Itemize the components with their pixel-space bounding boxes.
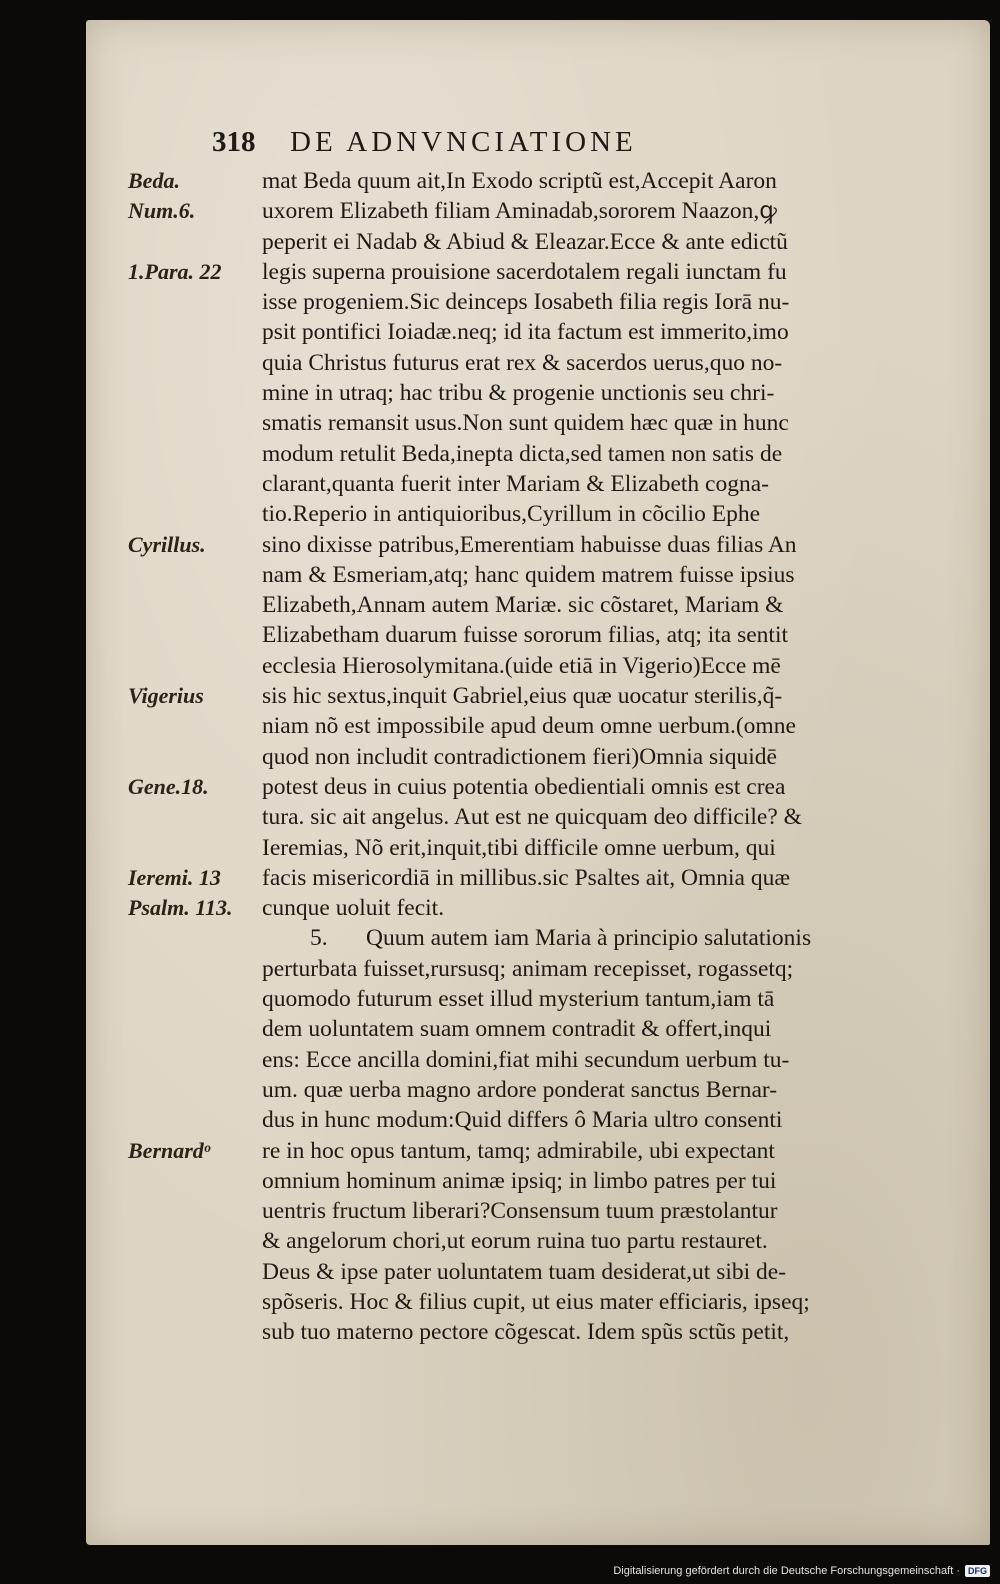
text-line xyxy=(262,1075,962,1105)
line-text: mat Beda quum ait,In Exodo scriptũ est,Accepit Aaron xyxy=(262,168,777,194)
page-header xyxy=(212,126,792,166)
line-text: facis misericordiā in millibus.sic Psaltes ait, Omnia quæ xyxy=(262,864,791,891)
line-text: uxorem Elizabeth filiam Aminadab,sororem Naazon,ꝙ xyxy=(262,198,777,225)
text-line xyxy=(262,954,962,984)
text-line xyxy=(262,1045,962,1075)
digitization-credit xyxy=(613,1560,990,1582)
text-line xyxy=(262,833,962,863)
text-line xyxy=(262,984,962,1014)
paragraph-number: 5. xyxy=(310,925,328,952)
line-text: mine in utraq; hac tribu & progenie unctionis seu chri- xyxy=(262,380,775,407)
text-line xyxy=(262,166,962,196)
line-text: clarant,quanta fuerit inter Mariam & Elizabeth cogna- xyxy=(262,470,769,497)
text-line xyxy=(262,1226,962,1256)
text-line xyxy=(262,408,962,438)
text-line xyxy=(262,1317,962,1347)
line-text: sino dixisse patribus,Emerentiam habuisse duas filias An xyxy=(262,531,797,558)
text-line xyxy=(262,802,962,832)
text-line xyxy=(262,287,962,317)
text-line xyxy=(262,1257,962,1287)
margin-note: Ieremi. 13 xyxy=(128,864,221,890)
line-text: uentris fructum liberari?Consensum tuum præstolantur xyxy=(262,1198,778,1225)
text-line xyxy=(262,681,962,711)
text-line xyxy=(262,590,962,620)
line-text: legis superna prouisione sacerdotalem regali iunctam fu xyxy=(262,258,787,285)
text-line xyxy=(262,1196,962,1226)
text-line xyxy=(262,317,962,347)
line-text: niam nõ est impossibile apud deum omne uerbum.(omne xyxy=(262,713,796,740)
margin-note: Gene.18. xyxy=(128,774,209,799)
line-text: sub tuo materno pectore cõgescat. Idem spũs sctũs petit, xyxy=(262,1319,790,1346)
line-text: tio.Reperio in antiquioribus,Cyrillum in cõcilio Ephe xyxy=(262,501,760,528)
line-text: spõseris. Hoc & filius cupit, ut eius mater efficiaris, ipseq; xyxy=(262,1288,810,1315)
text-line xyxy=(262,560,962,590)
line-text: sis hic sextus,inquit Gabriel,eius quæ uocatur sterilis,q̃- xyxy=(262,683,783,710)
text-line xyxy=(262,378,962,408)
text-line xyxy=(262,1166,962,1196)
text-line xyxy=(262,711,962,741)
margin-note: Bernardᵒ xyxy=(128,1137,211,1163)
line-text: peperit ei Nadab & Abiud & Eleazar.Ecce & ante edictũ xyxy=(262,228,788,255)
text-line xyxy=(262,1105,962,1135)
line-text: ens: Ecce ancilla domini,fiat mihi secundum uerbum tu- xyxy=(262,1046,790,1073)
text-line xyxy=(262,772,962,802)
text-line xyxy=(262,923,962,953)
text-line xyxy=(262,863,962,893)
page-number: 318 xyxy=(212,126,256,158)
text-line xyxy=(262,893,962,923)
line-text: dus in hunc modum:Quid differs ô Maria ultro consenti xyxy=(262,1107,783,1134)
text-line xyxy=(262,742,962,772)
text-line xyxy=(262,499,962,529)
dfg-logo: DFG xyxy=(965,1565,990,1577)
margin-note: Num.6. xyxy=(128,198,196,224)
line-text: Elizabeth,Annam autem Mariæ. sic cõstaret, Mariam & xyxy=(262,592,784,619)
line-text: psit pontifici Ioiadæ.neq; id ita factum est immerito,imo xyxy=(262,319,789,346)
line-text: isse progeniem.Sic deinceps Iosabeth filia regis Iorā nu- xyxy=(262,289,790,316)
text-line xyxy=(262,1287,962,1317)
text-line xyxy=(262,227,962,257)
margin-note: Cyrillus. xyxy=(128,531,206,557)
text-line xyxy=(262,196,962,226)
body-text xyxy=(262,166,962,1348)
line-text: omnium hominum animæ ipsiq; in limbo patres per tui xyxy=(262,1167,777,1194)
line-text: nam & Esmeriam,atq; hanc quidem matrem fuisse ipsius xyxy=(262,561,795,588)
line-text: re in hoc opus tantum, tamq; admirabile, ubi expectant xyxy=(262,1137,775,1164)
line-text: perturbata fuisset,rursusq; animam recepisset, rogassetq; xyxy=(262,955,794,982)
running-title: DE ADNVNCIATIONE xyxy=(290,126,637,158)
line-text: Quum autem iam Maria à principio salutationis xyxy=(366,925,812,952)
line-text: dem uoluntatem suam omnem contradit & offert,inqui xyxy=(262,1016,772,1043)
line-text: potest deus in cuius potentia obedientiali omnis est crea xyxy=(262,773,786,800)
text-line xyxy=(262,469,962,499)
text-line xyxy=(262,1014,962,1044)
line-text: Deus & ipse pater uoluntatem tuam desiderat,ut sibi de- xyxy=(262,1258,787,1285)
margin-note: Psalm. 113. xyxy=(128,895,233,921)
line-text: quod non includit contradictionem fieri)Omnia siquidē xyxy=(262,743,777,770)
margin-note: Beda. xyxy=(128,168,180,193)
line-text: modum retulit Beda,inepta dicta,sed tamen non satis de xyxy=(262,440,783,467)
line-text: & angelorum chori,ut eorum ruina tuo partu restauret. xyxy=(262,1228,768,1255)
text-line xyxy=(262,620,962,650)
line-text: smatis remansit usus.Non sunt quidem hæc quæ in hunc xyxy=(262,410,789,437)
line-text: Elizabetham duarum fuisse sororum filias, atq; ita sentit xyxy=(262,622,789,649)
line-text: tura. sic ait angelus. Aut est ne quicquam deo difficile? & xyxy=(262,804,802,831)
text-line xyxy=(262,257,962,287)
text-line xyxy=(262,348,962,378)
text-line xyxy=(262,439,962,469)
text-line xyxy=(262,651,962,681)
line-text: ecclesia Hierosolymitana.(uide etiā in Vigerio)Ecce mē xyxy=(262,652,781,679)
margin-note: Vigerius xyxy=(128,683,204,709)
line-text: cunque uoluit fecit. xyxy=(262,895,445,922)
margin-note: 1.Para. 22 xyxy=(128,258,222,284)
line-text: Ieremias, Nõ erit,inquit,tibi difficile omne uerbum, qui xyxy=(262,834,776,861)
line-text: um. quæ uerba magno ardore ponderat sanctus Bernar- xyxy=(262,1076,778,1103)
credit-text: Digitalisierung gefördert durch die Deutsche Forschungsgemeinschaft · xyxy=(613,1565,960,1577)
text-line xyxy=(262,1136,962,1166)
line-text: quomodo futurum esset illud mysterium tantum,iam tā xyxy=(262,986,775,1013)
line-text: quia Christus futurus erat rex & sacerdos uerus,quo no- xyxy=(262,349,783,376)
text-line xyxy=(262,530,962,560)
